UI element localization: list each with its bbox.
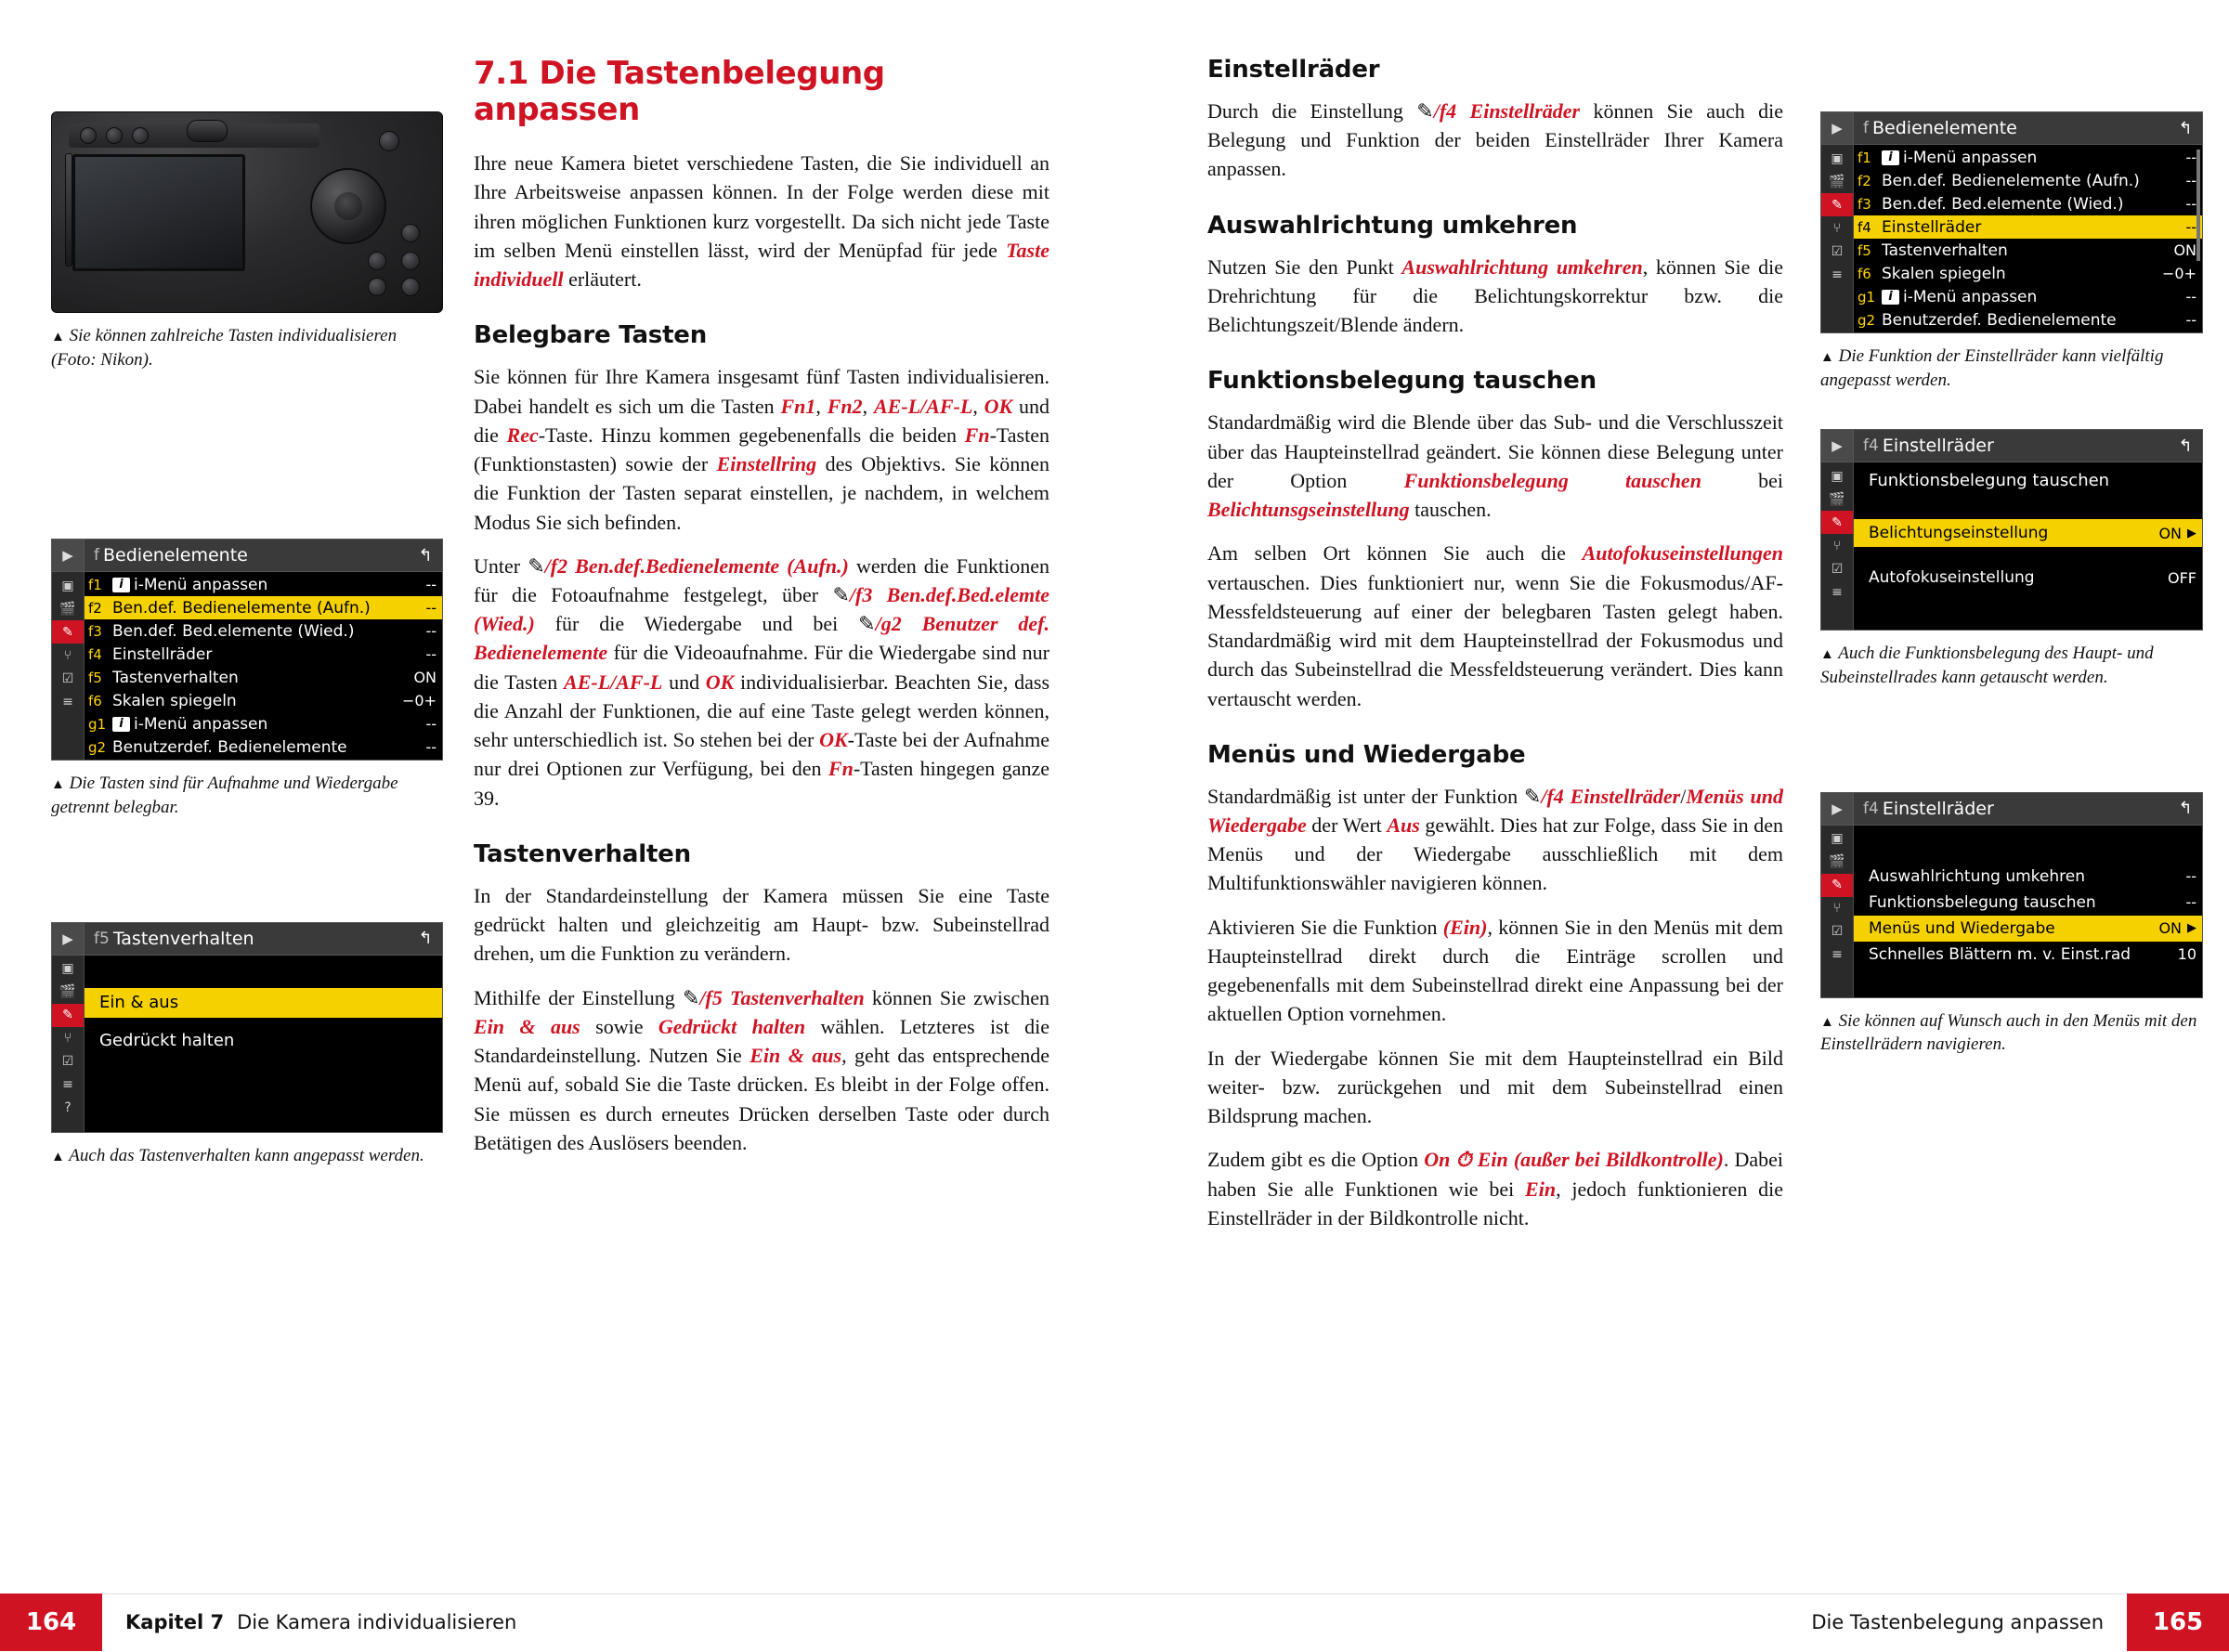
pencil-icon: ✎ bbox=[832, 583, 850, 606]
paragraph-funktionsbelegung-2: Am selben Ort können Sie auch die Autofokuseinstellungen vertauschen. Dies funktioniert nur, wenn Sie die Fokusmodus/AF-Messfeldsteuerung auf einer der belegbaren Tasten gelegt haben. Standardmäßig wird mit dem Haupteinstellrad der Fokusmodus und durch das Subeinstellrad die Messfeldsteuerung verändert. Dies kann vertauscht werden. bbox=[1207, 541, 1783, 710]
paragraph-funktionsbelegung-1: Standardmäßig wird die Blende über das Sub- und die Verschlusszeit über das Haupteinstellrad geändert. Sie können diese Belegung unter der Option Funktionsbelegung tauschen bei Belichtunsgseinstellung tauschen. bbox=[1207, 410, 1783, 522]
i-badge-icon: i bbox=[1882, 150, 1899, 165]
fig-bedienelemente-caption: ▲ Die Tasten sind für Aufnahme und Wiedergabe getrennt belegbar. bbox=[51, 774, 398, 817]
menu-screen-bedienelemente-2 bbox=[1820, 111, 2203, 333]
footer-chapter-title: Die Kamera individualisieren bbox=[237, 1611, 517, 1633]
setup-tab-icon: ⑂ bbox=[1832, 538, 1842, 553]
camera-mode-dial bbox=[310, 168, 386, 244]
paragraph-belegbare-2: Unter ✎/f2 Ben.def.Bedienelemente (Aufn.) werden die Funktionen für die Fotoaufnahme festgelegt, über ✎/f3 Ben.def.Bed.elemte (Wied.) für die Wiedergabe und bei ✎/g2 Benutzer def. Bedienelemente für die Videoaufnahme. Für die Wiedergabe sind nur die Tasten AE-L/AF-L und OK individualisierbar. Beachten Sie, dass die Anzahl der Funktionen, die auf eine Taste gelegt werden können, sehr unterschiedlich ist. So stehen bei der OK-Taste bei der Aufnahme nur drei Optionen zur Verfügung, bei den Fn-Tasten hingegen ganze 39. bbox=[474, 553, 1050, 810]
playback-icon: ▶ bbox=[52, 540, 85, 571]
camera-photo bbox=[51, 111, 443, 313]
menu-rail bbox=[52, 572, 85, 760]
footer-chapter: Kapitel 7 bbox=[125, 1611, 225, 1633]
caption-triangle-icon: ▲ bbox=[51, 777, 65, 793]
page-number-left: 164 bbox=[0, 1593, 102, 1651]
paragraph-menues-1: Standardmäßig ist unter der Funktion ✎/f4 Einstellräder/Menüs und Wiedergabe der Wert Aus gewählt. Dies hat zur Folge, dass Sie in den Menüs und der Wiedergabe ausschließlich mit dem Multifunktionswähler navigieren können. bbox=[1207, 784, 1784, 895]
menu-row: f3 Ben.def. Bed.elemente (Wied.) -- bbox=[88, 621, 437, 641]
playback-icon: ▶ bbox=[1821, 793, 1854, 825]
menu-header bbox=[1821, 793, 2202, 826]
menu-row: f5 Tastenverhalten ON bbox=[88, 668, 437, 687]
help-tab-icon: ? bbox=[64, 1100, 72, 1116]
menu-title: f4 Einstellräder bbox=[1863, 798, 1994, 819]
paragraph-menues-4: Zudem gibt es die Option On ⏱ Ein (außer bei Bildkontrolle). Dabei haben Sie alle Funktionen wie bei Ein, jedoch funktionieren die Einstellräder in der Bildkontrolle nicht. bbox=[1207, 1148, 1784, 1229]
menu-rows bbox=[85, 572, 442, 760]
footer-right-text: Die Tastenbelegung anpassen bbox=[1811, 1611, 2104, 1633]
paragraph-menues-3: In der Wiedergabe können Sie mit dem Haupteinstellrad ein Bild weiter- bzw. zurückgehen und mit dem Subeinstellrad einen Bildsprung machen. bbox=[1207, 1046, 1783, 1128]
caption-triangle-icon: ▲ bbox=[1820, 1014, 1834, 1030]
menu-header bbox=[1821, 430, 2202, 462]
chevron-right-icon: ▶ bbox=[2187, 526, 2196, 540]
my-menu-tab-icon: ≡ bbox=[1831, 584, 1843, 600]
i-badge-icon: i bbox=[112, 578, 130, 592]
paragraph-menues-2: Aktivieren Sie die Funktion (Ein), können Sie in den Menüs mit dem Haupteinstellrad direkt durch die Einträge scrollen und gegebenenfalls mit dem Subeinstellrad direkt eine Anpassung bei der aktuellen Option vornehmen. bbox=[1207, 915, 1784, 1026]
menu-rows bbox=[1854, 826, 2202, 997]
heading-belegbare-tasten: Belegbare Tasten bbox=[474, 321, 708, 350]
my-menu-tab-icon: ≡ bbox=[62, 694, 73, 709]
pencil-icon: ✎ bbox=[682, 985, 700, 1009]
camera-button bbox=[379, 131, 399, 151]
menu-row-selected: Menüs und Wiedergabe ON ▶ bbox=[1854, 916, 2202, 942]
menu-rail bbox=[1821, 145, 1854, 332]
menu-row: g1 i i-Menü anpassen -- bbox=[1858, 287, 2196, 306]
heading-funktionsbelegung: Funktionsbelegung tauschen bbox=[1207, 367, 1597, 396]
camera-button bbox=[132, 127, 149, 144]
heading-tastenverhalten: Tastenverhalten bbox=[474, 839, 691, 868]
setup-tab-icon: ⑂ bbox=[1832, 901, 1842, 917]
camera-button bbox=[401, 224, 420, 242]
menu-rail bbox=[1821, 462, 1854, 630]
camera-button bbox=[401, 278, 420, 296]
menu-header bbox=[52, 923, 442, 956]
camera-lcd bbox=[72, 154, 245, 271]
playback-icon: ▶ bbox=[1821, 112, 1854, 144]
menu-row-selected: f4 Einstellräder -- bbox=[1854, 215, 2202, 239]
menu-row: Funktionsbelegung tauschen bbox=[1869, 470, 2110, 490]
menu-row: g2 Benutzerdef. Bedienelemente -- bbox=[1858, 310, 2196, 330]
menu-row: f2 Ben.def. Bedienelemente (Aufn.) -- bbox=[1858, 171, 2196, 190]
menu-row: Schnelles Blättern m. v. Einst.rad 10 bbox=[1869, 944, 2196, 964]
menu-row: g2 Benutzerdef. Bedienelemente -- bbox=[88, 737, 437, 757]
menu-row: f1 i i-Menü anpassen -- bbox=[1858, 148, 2196, 167]
heading-auswahlrichtung: Auswahlrichtung umkehren bbox=[1207, 211, 1578, 240]
menu-screen-funktionsbelegung bbox=[1820, 429, 2203, 631]
back-icon: ↰ bbox=[2178, 436, 2193, 456]
menu-row-selected: Ein & aus bbox=[85, 988, 442, 1018]
paragraph-tastenverhalten-1: In der Standardeinstellung der Kamera müssen Sie eine Taste gedrückt halten und gleichzeitig am Haupt- bzw. Subeinstellrad drehen, um die Funktion zu verändern. bbox=[474, 883, 1049, 966]
retouch-tab-icon: ☑ bbox=[1831, 924, 1844, 940]
custom-settings-tab-icon: ✎ bbox=[52, 620, 84, 644]
caption-triangle-icon: ▲ bbox=[1820, 350, 1834, 365]
setup-tab-icon: ⑂ bbox=[63, 647, 72, 663]
custom-settings-tab-icon: ✎ bbox=[52, 1004, 84, 1027]
footer-left-text bbox=[125, 1593, 516, 1651]
pencil-icon: ✎ bbox=[1523, 784, 1542, 808]
menu-title: f Bedienelemente bbox=[1863, 118, 2017, 138]
camera-tab-icon: ▣ bbox=[1831, 468, 1844, 484]
retouch-tab-icon: ☑ bbox=[61, 1054, 74, 1070]
pencil-icon: ✎ bbox=[858, 612, 876, 636]
menu-title: f5 Tastenverhalten bbox=[94, 928, 254, 949]
back-icon: ↰ bbox=[418, 545, 433, 566]
menu-rail bbox=[1821, 826, 1854, 997]
left-figure-column bbox=[51, 111, 441, 1167]
text-column-left bbox=[474, 56, 1049, 1172]
playback-icon: ▶ bbox=[1821, 430, 1854, 462]
menu-row: f6 Skalen spiegeln −0+ bbox=[1858, 264, 2196, 283]
menu-screen-tastenverhalten bbox=[51, 922, 443, 1133]
paragraph-einstellraeder-1: Durch die Einstellung ✎/f4 Einstellräder können Sie auch die Belegung und Funktion der beiden Einstellräder Ihrer Kamera anpassen. bbox=[1207, 99, 1783, 181]
menu-row: f4 Einstellräder -- bbox=[88, 644, 437, 664]
retouch-tab-icon: ☑ bbox=[1831, 561, 1844, 577]
back-icon: ↰ bbox=[2178, 118, 2193, 138]
camera-button bbox=[368, 278, 386, 296]
section-heading: 7.1 Die Tastenbelegung anpassen bbox=[474, 55, 885, 129]
menu-row: Gedrückt halten bbox=[99, 1031, 235, 1051]
camera-button bbox=[368, 252, 386, 270]
menu-screen-bedienelemente bbox=[51, 539, 443, 761]
camera-button bbox=[106, 127, 123, 144]
movie-tab-icon: 🎬 bbox=[59, 984, 76, 1000]
retouch-tab-icon: ☑ bbox=[61, 670, 74, 686]
setup-tab-icon: ⑂ bbox=[63, 1031, 72, 1047]
custom-settings-tab-icon: ✎ bbox=[1821, 874, 1853, 897]
menu-rows bbox=[1854, 462, 2202, 630]
paragraph-tastenverhalten-2: Mithilfe der Einstellung ✎/f5 Tastenverhalten können Sie zwischen Ein & aus sowie Gedrückt halten wählen. Letzteres ist die Standardeinstellung. Nutzen Sie Ein & aus, geht das entsprechende Menü auf, sobald Sie die Taste drücken. Es bleibt in der Folge offen. Sie müssen es durch erneutes Drücken derselben Taste oder durch Betätigen des Auslösers beenden. bbox=[474, 985, 1050, 1154]
heading-menues-wiedergabe: Menüs und Wiedergabe bbox=[1207, 740, 1526, 769]
chevron-right-icon: ▶ bbox=[2187, 921, 2196, 936]
my-menu-tab-icon: ≡ bbox=[1831, 947, 1843, 963]
paragraph-belegbare-1: Sie können für Ihre Kamera insgesamt fünf Tasten individualisieren. Dabei handelt es sich um die Tasten Fn1, Fn2, AE-L/AF-L, OK und die Rec-Taste. Hinzu kommen gegebenenfalls die beiden Fn-Tasten (Funktionstasten) sowie der Einstellring des Objektivs. Sie können die Funktion der Tasten separat einstellen, je nachdem, in welchem Modus Sie sich befinden. bbox=[474, 365, 1050, 534]
camera-tab-icon: ▣ bbox=[1831, 831, 1844, 847]
camera-knob bbox=[187, 120, 228, 142]
menu-row: Funktionsbelegung tauschen -- bbox=[1869, 892, 2196, 912]
custom-settings-tab-icon: ✎ bbox=[1821, 511, 1853, 534]
menu-header bbox=[52, 540, 442, 572]
menu-row: Autofokuseinstellung OFF bbox=[1869, 568, 2196, 588]
camera-tab-icon: ▣ bbox=[1831, 150, 1844, 166]
camera-photo-caption: ▲ Sie können zahlreiche Tasten individualisieren (Foto: Nikon). bbox=[51, 326, 398, 370]
movie-tab-icon: 🎬 bbox=[1829, 491, 1845, 507]
pencil-icon: ✎ bbox=[528, 553, 545, 578]
my-menu-tab-icon: ≡ bbox=[62, 1077, 73, 1093]
movie-tab-icon: 🎬 bbox=[1829, 854, 1845, 870]
menu-row: f5 Tastenverhalten ON bbox=[1858, 241, 2196, 260]
heading-einstellraeder: Einstellräder bbox=[1207, 56, 1380, 84]
back-icon: ↰ bbox=[418, 929, 433, 949]
text-column-right bbox=[1207, 56, 1783, 1247]
menu-header bbox=[1821, 112, 2202, 145]
paragraph-auswahlrichtung-1: Nutzen Sie den Punkt Auswahlrichtung umkehren, können Sie die Drehrichtung für die Belichtungskorrektur bzw. die Belichtungszeit/Blende ändern. bbox=[1207, 254, 1783, 337]
page-number-right: 165 bbox=[2127, 1593, 2229, 1651]
right-figure-column bbox=[1820, 111, 2201, 1057]
menu-rows bbox=[85, 956, 442, 1132]
paragraph-intro: Ihre neue Kamera bietet verschiedene Tasten, die Sie individuell an Ihre Arbeitsweise anpassen können. In der Folge werden diese mit ihren möglichen Funktionen kurz vorgestellt. Da sich nicht jede Taste im selben Menü einstellen lässt, wird der Menüpfad für jede Taste individuell erläutert. bbox=[474, 151, 1049, 292]
camera-hinge bbox=[65, 153, 72, 267]
menu-row-selected: f2 Ben.def. Bedienelemente (Aufn.) -- bbox=[85, 596, 442, 619]
caption-triangle-icon: ▲ bbox=[51, 1149, 65, 1164]
menu-title: f4 Einstellräder bbox=[1863, 436, 1994, 457]
camera-button bbox=[80, 127, 97, 144]
my-menu-tab-icon: ≡ bbox=[1831, 267, 1843, 282]
page-footer bbox=[0, 1593, 2229, 1651]
menu-row: Auswahlrichtung umkehren -- bbox=[1869, 866, 2196, 886]
setup-tab-icon: ⑂ bbox=[1832, 220, 1842, 236]
menu-rail bbox=[52, 956, 85, 1132]
fig-tastenverhalten-caption: ▲ Auch das Tastenverhalten kann angepasst werden. bbox=[51, 1145, 424, 1165]
menu-row: g1 i i-Menü anpassen -- bbox=[88, 714, 437, 734]
menu-row: f3 Ben.def. Bed.elemente (Wied.) -- bbox=[1858, 194, 2196, 214]
camera-tab-icon: ▣ bbox=[61, 961, 74, 977]
movie-tab-icon: 🎬 bbox=[59, 601, 76, 617]
menu-row: f6 Skalen spiegeln −0+ bbox=[88, 691, 437, 710]
menu-screen-menues-wiedergabe bbox=[1820, 792, 2203, 998]
caption-triangle-icon: ▲ bbox=[1820, 647, 1834, 663]
caption-triangle-icon: ▲ bbox=[51, 330, 65, 345]
menu-title: f Bedienelemente bbox=[94, 545, 248, 566]
retouch-tab-icon: ☑ bbox=[1831, 243, 1844, 259]
back-icon: ↰ bbox=[2178, 799, 2193, 819]
menu-scrollbar[interactable] bbox=[2196, 150, 2200, 261]
pencil-icon: ✎ bbox=[1416, 99, 1434, 123]
menu-row: f1 i i-Menü anpassen -- bbox=[88, 575, 437, 594]
playback-icon: ▶ bbox=[52, 923, 85, 955]
fig-einstellraeder-caption: ▲ Die Funktion der Einstellräder kann vielfältig angepasst werden. bbox=[1820, 346, 2164, 390]
i-badge-icon: i bbox=[1882, 290, 1899, 305]
fig-menues-caption: ▲ Sie können auf Wunsch auch in den Menüs mit den Einstellrädern navigieren. bbox=[1820, 1010, 2197, 1055]
camera-button bbox=[401, 252, 420, 270]
movie-tab-icon: 🎬 bbox=[1829, 174, 1845, 189]
i-badge-icon: i bbox=[112, 717, 130, 732]
camera-tab-icon: ▣ bbox=[61, 578, 74, 593]
menu-row-selected: Belichtungseinstellung ON ▶ bbox=[1854, 519, 2202, 547]
custom-settings-tab-icon: ✎ bbox=[1821, 193, 1853, 216]
menu-rows bbox=[1854, 145, 2202, 332]
fig-funktionsbelegung-caption: ▲ Auch die Funktionsbelegung des Haupt- und Subeinstellrades kann getauscht werden. bbox=[1820, 644, 2154, 687]
